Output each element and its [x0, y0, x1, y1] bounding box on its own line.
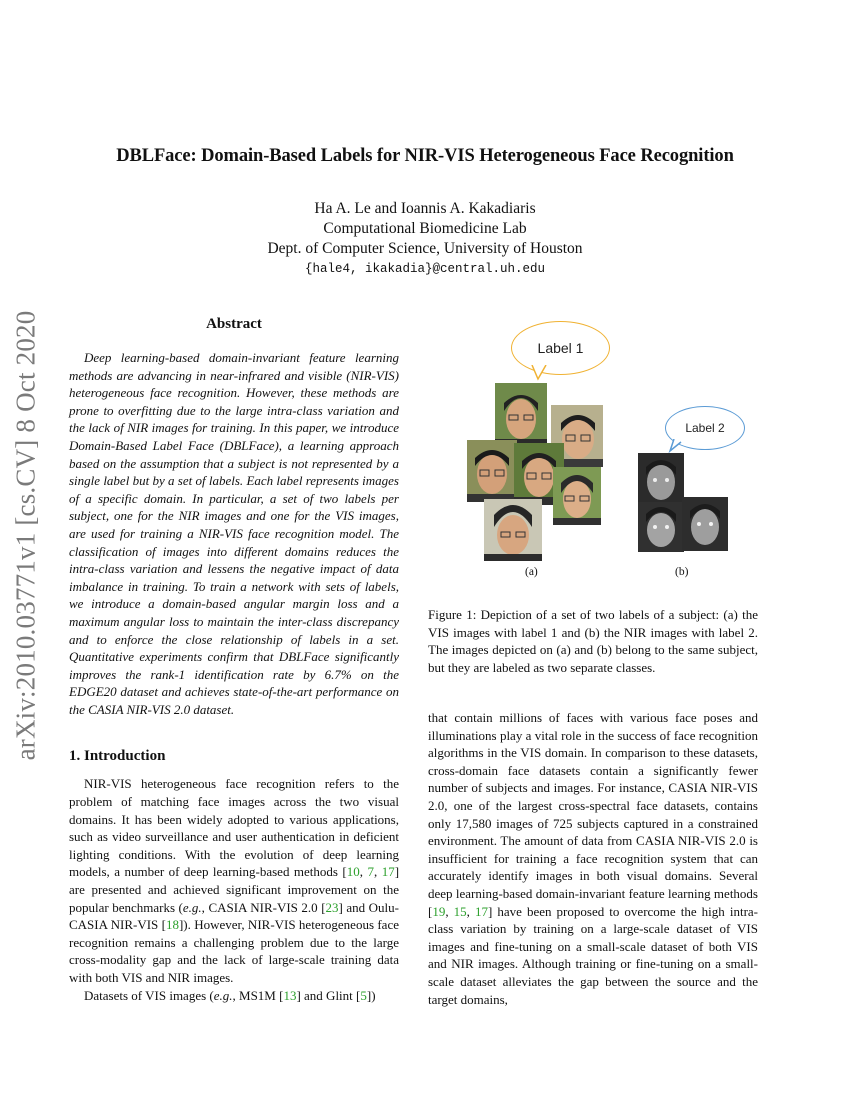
intro-paragraph-1: NIR-VIS heterogeneous face recognition refers to the problem of matching face images across the two visual domains. It has been widely adopted to various applications, such as video surveillance and user authentication in deficient lighting conditions. With the evolution of deep learning models, a number of deep learning-based methods [10, 7, 17] are presented and achieved significant improvement on the popular benchmarks (e.g., CASIA NIR-VIS 2.0 [23] and Oulu-CASIA NIR-VIS [18]). However, NIR-VIS heterogeneous face recognition remains a challenging problem due to the large cross-modality gap and the lack of large-scale training data with both VIS and NIR images.: [69, 776, 400, 985]
subfigure-a-label: (a): [525, 566, 538, 578]
author-names: Ha A. Le and Ioannis A. Kakadiaris: [314, 200, 536, 217]
figure-1: [428, 310, 758, 590]
citation-link[interactable]: 10: [346, 864, 360, 880]
label-2-text: Label 2: [685, 421, 725, 435]
intro-body: [69, 775, 399, 1004]
subfigure-b-label: (b): [675, 566, 689, 578]
label-1-bubble: [511, 321, 610, 375]
author-dept: Dept. of Computer Science, University of Houston: [267, 240, 583, 257]
author-block: [0, 199, 850, 279]
nir-face-image: [638, 502, 684, 552]
right-column-paragraph: that contain millions of faces with various face poses and illuminations play a vital role in the success of face recognition algorithms in the VIS domain. In comparison to these datasets, cross-domain face datasets contain a significantly fewer number of subjects and images. For instance, CASIA NIR-VIS 2.0, one of the largest cross-spectral face datasets, contains only 17,580 images of 725 subjects captured in a constrained environment. The amount of data from CASIA NIR-VIS 2.0 is insufficient for training a face recognition system that can accurately identify images in both visual domains. Several deep learning-based domain-invariant feature learning methods [19, 15, 17] have been proposed to overcome the high intra-class variation by training on a large-scale dataset of VIS images and fine-tuning on a small-scale dataset of both VIS and NIR images. Although training or fine-tuning on a small-scale dataset alleviates the gap between the source and the target domains,: [428, 710, 759, 1007]
paper-title: DBLFace: Domain-Based Labels for NIR-VIS Heterogeneous Face Recognition: [116, 146, 734, 166]
nir-face-image: [682, 497, 728, 551]
citation-link[interactable]: 7: [367, 864, 374, 880]
citation-link[interactable]: 18: [165, 917, 179, 933]
intro-heading: 1. Introduction: [69, 748, 166, 765]
vis-face-image: [484, 499, 542, 561]
abstract-heading: Abstract: [206, 316, 262, 332]
citation-link[interactable]: 17: [381, 864, 395, 880]
label-2-tail: [668, 439, 684, 453]
citation-link[interactable]: 23: [325, 899, 339, 915]
intro-paragraph-2: Datasets of VIS images (e.g., MS1M [13] and Glint [5]): [84, 987, 376, 1003]
label-1-tail: [530, 365, 550, 381]
figure-1-caption: Figure 1: Depiction of a set of two labels of a subject: (a) the VIS images with label 1 and (b) the NIR images with label 2. The images depicted on (a) and (b) belong to the same subject, but they are labeled as two separate classes.: [428, 607, 758, 675]
vis-face-image: [495, 383, 547, 447]
abstract-body: [69, 349, 399, 718]
author-lab: Computational Biomedicine Lab: [323, 220, 527, 237]
vis-face-image: [553, 467, 601, 525]
vis-face-image: [467, 440, 517, 502]
nir-face-image: [638, 453, 684, 507]
citation-link[interactable]: 17: [474, 903, 488, 919]
author-email: {hale4, ikakadia}@central.uh.edu: [304, 262, 546, 276]
abstract-paragraph: Deep learning-based domain-invariant feature learning methods are advancing in near-infrared and visible (NIR-VIS) heterogeneous face recognition. However, these methods are prone to overfitting due to the large intra-class variation and the lack of NIR images for training. In this paper, we introduce Domain-Based Label Face (DBLFace), a learning approach based on the assumption that a subject is not represented by a single label but by a set of labels. Each label represents images of a specific domain. In particular, a set of two labels per subject, one for the NIR images and one for the VIS images, are used for training a NIR-VIS face recognition model. The classification of images into different domains reduces the intra-class variation and lessens the negative impact of data imbalance in training. To train a network with sets of labels, we introduce a domain-based angular margin loss and a maximum angular loss to maintain the inter-class discrepancy and to enforce the close relationship of labels in a set. Quantitative experiments confirm that DBLFace significantly improves the rank-1 identification rate by 6.7% on the EDGE20 dataset and achieves state-of-the-art performance on the CASIA NIR-VIS 2.0 dataset.: [69, 350, 399, 717]
citation-link[interactable]: 5: [360, 987, 367, 1003]
left-column: [69, 316, 399, 1004]
right-column-body: [428, 709, 758, 1008]
arxiv-stamp-text: arXiv:2010.03771v1 [cs.CV] 8 Oct 2020: [10, 310, 41, 760]
citation-link[interactable]: 13: [283, 987, 297, 1003]
arxiv-stamp: [4, 300, 48, 770]
label-1-text: Label 1: [537, 340, 584, 356]
citation-link[interactable]: 19: [432, 903, 446, 919]
citation-link[interactable]: 15: [453, 903, 467, 919]
